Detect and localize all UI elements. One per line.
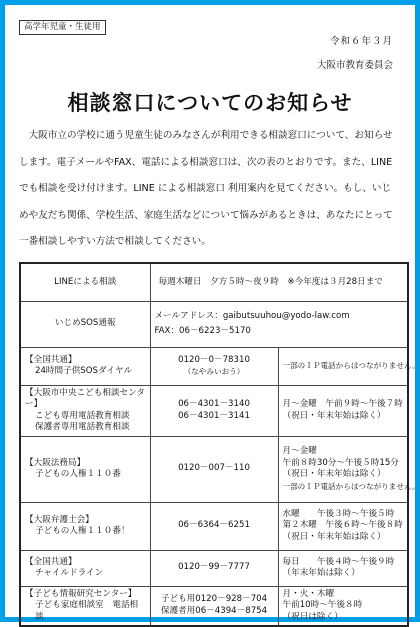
phone-cell xyxy=(150,347,278,385)
service-name: こども専用電話教育相談 xyxy=(35,410,130,421)
hours-line: 一部のＩＰ電話からはつながりません。 xyxy=(282,361,420,371)
service-name: 保護者専用電話教育相談 xyxy=(35,422,130,432)
table-row xyxy=(20,436,408,502)
page-title: 相談窓口についてのお知らせ xyxy=(67,91,353,115)
phone-number[interactable]: 子ども用0120－928－704 xyxy=(160,594,268,605)
phone-number[interactable]: 06－4301－3141 xyxy=(178,410,250,421)
service-name: 子ども家庭相談室 電話相談 xyxy=(35,600,139,622)
org-cell xyxy=(20,502,150,550)
table-row xyxy=(20,385,408,436)
hours-cell xyxy=(278,385,408,436)
phone-note: （なやみいおう） xyxy=(183,367,245,376)
sos-label: いじめSOS通報 xyxy=(20,301,150,347)
hours-line: （祝日・年末年始は除く） xyxy=(282,531,386,542)
phone-cell xyxy=(150,550,278,586)
table-row xyxy=(20,502,408,550)
org-cell xyxy=(20,347,150,385)
hours-cell xyxy=(278,586,408,626)
org-cell xyxy=(20,586,150,626)
hours-line: （祝日・年末年始は除く） xyxy=(282,410,386,421)
sos-contact xyxy=(150,301,408,347)
phone-number[interactable]: 保護者用06－4394－8754 xyxy=(160,605,268,616)
phone-number[interactable]: 06－6364－6251 xyxy=(178,520,250,531)
hours-line: 一部のＩＰ電話からはつながりません。 xyxy=(282,481,420,491)
service-name: 子どもの人権１１０番！ xyxy=(35,526,130,536)
line-label: LINEによる相談 xyxy=(20,263,150,301)
org-cell xyxy=(20,385,150,436)
org-name: 【大阪市中央こども相談センター】 xyxy=(25,387,145,409)
phone-cell xyxy=(150,502,278,550)
sos-mail[interactable]: メールアドレス：gaibutsuuhou@yodo-law.com xyxy=(154,311,350,321)
phone-number[interactable]: 0120－007－110 xyxy=(178,463,250,474)
hours-line: （祝日・年末年始は除く） xyxy=(282,469,386,479)
hours-line: 午前10時～午後８時 xyxy=(282,600,363,610)
hours-line: 月・火・木曜 xyxy=(282,588,335,599)
hours-cell xyxy=(278,347,420,385)
service-name: 子どもの人権１１０番 xyxy=(35,469,121,479)
hours-cell xyxy=(278,436,420,502)
phone-number[interactable]: 0120－0－78310 xyxy=(178,354,250,365)
phone-number[interactable]: 06－4301－3140 xyxy=(178,399,250,409)
table-row xyxy=(20,263,408,301)
issue-date: 令和６年３月 xyxy=(329,36,393,47)
intro-paragraph: 大阪市立の学校に通う児童生徒のみなさんが利用できる相談窓口について、お知らせします。電子メールやFAX、電話による相談窓口は、次の表のとおりです。また、LINEでも相談を受け付けます。LINE による相談窓口 利用案内を見てください。もし、いじめや友だち関係、学校生活、家庭生活などについて悩みがあるときは、あなたにとって一番相談しやすい方法で相談してください。 xyxy=(19,130,393,247)
hours-line: 毎日 午後４時～午後９時 xyxy=(282,556,395,567)
service-name: チャイルドライン xyxy=(35,568,104,578)
org-name: 【全国共通】 xyxy=(25,556,77,567)
phone-number[interactable]: 0120－99－7777 xyxy=(178,562,250,573)
hours-line: 午前８時30分～午後５時15分 xyxy=(282,457,399,468)
org-name: 【子ども情報研究センター】 xyxy=(25,588,137,599)
hours-line: 月～金曜 午前９時～午後７時 xyxy=(282,399,403,409)
hours-cell xyxy=(278,550,408,586)
phone-cell xyxy=(150,436,278,502)
phone-cell xyxy=(150,586,278,626)
phone-cell xyxy=(150,385,278,436)
table-row xyxy=(20,550,408,586)
intro-text xyxy=(19,123,399,256)
table-row xyxy=(20,301,408,347)
hours-line: （年末年始は除く） xyxy=(282,568,360,578)
hours-line: 第２木曜 午後６時～午後８時 xyxy=(282,520,403,531)
sos-fax: FAX：06－6223－5170 xyxy=(154,326,251,336)
hours-line: 月～金曜 xyxy=(282,446,317,456)
org-name: 【大阪弁護士会】 xyxy=(25,514,94,525)
grade-label: 高学年児童・生徒用 xyxy=(19,20,106,35)
table-row xyxy=(20,347,408,385)
line-detail: 毎週木曜日 夕方５時～夜９時 ※今年度は３月28日まで xyxy=(150,263,408,301)
table-row xyxy=(20,586,408,626)
hours-line: 水曜 午後３時～午後５時 xyxy=(282,508,395,519)
org-cell xyxy=(20,550,150,586)
org-name: 【大阪法務局】 xyxy=(25,457,86,468)
service-name: 24時間子供SOSダイヤル xyxy=(35,366,133,376)
hours-line: （祝日は除く） xyxy=(282,611,343,622)
hours-cell xyxy=(278,502,408,550)
org-cell xyxy=(20,436,150,502)
org-name: 【全国共通】 xyxy=(25,354,77,365)
issuer: 大阪市教育委員会 xyxy=(316,60,393,71)
contact-table xyxy=(19,262,420,627)
